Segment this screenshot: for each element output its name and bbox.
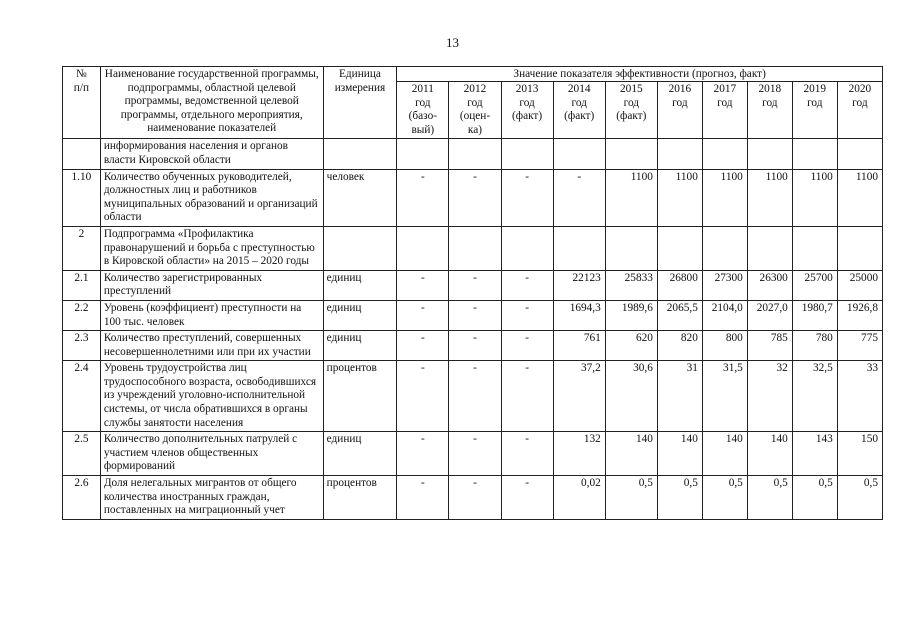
table-row — [63, 226, 883, 270]
table-row — [63, 300, 883, 330]
row-number: 2.5 — [63, 432, 101, 476]
unit-cell — [323, 139, 397, 169]
value-cell: 1100 — [702, 169, 747, 226]
value-cell — [501, 226, 553, 270]
row-number: 2 — [63, 226, 101, 270]
value-cell: 22123 — [553, 270, 605, 300]
value-cell: - — [553, 169, 605, 226]
value-cell: 1100 — [747, 169, 792, 226]
value-cell: - — [501, 300, 553, 330]
value-cell: 140 — [702, 432, 747, 476]
value-cell: - — [397, 169, 449, 226]
value-cell — [702, 226, 747, 270]
value-cell: 132 — [553, 432, 605, 476]
value-cell: 1100 — [657, 169, 702, 226]
value-cell: - — [449, 169, 501, 226]
value-cell — [837, 139, 882, 169]
row-number — [63, 139, 101, 169]
value-cell — [747, 226, 792, 270]
indicator-name: Количество обученных руководителей, должностных лиц и работников муниципальных образований и организаций области — [100, 169, 323, 226]
value-cell: 785 — [747, 331, 792, 361]
value-cell: - — [449, 270, 501, 300]
indicator-name: Количество преступлений, совершенных несовершеннолетними или при их участии — [100, 331, 323, 361]
value-cell: 0,5 — [792, 476, 837, 520]
value-cell: 0,5 — [837, 476, 882, 520]
value-cell: 761 — [553, 331, 605, 361]
table-row — [63, 169, 883, 226]
value-cell: 1989,6 — [605, 300, 657, 330]
value-cell — [553, 226, 605, 270]
value-cell — [397, 139, 449, 169]
unit-cell: единиц — [323, 331, 397, 361]
value-cell: 31,5 — [702, 361, 747, 432]
value-cell: 775 — [837, 331, 882, 361]
header-year: 2011 год (базо- вый) — [397, 82, 449, 139]
unit-cell — [323, 226, 397, 270]
value-cell: 800 — [702, 331, 747, 361]
value-cell: 30,6 — [605, 361, 657, 432]
value-cell: - — [449, 476, 501, 520]
value-cell: 140 — [605, 432, 657, 476]
page-number: 13 — [446, 35, 459, 50]
table-row — [63, 476, 883, 520]
header-name: Наименование государственной программы, подпрограммы, областной целевой программы, ведомственной целевой программы, отдельного мероприятия, наименование показателей — [100, 67, 323, 139]
value-cell — [702, 139, 747, 169]
value-cell: 143 — [792, 432, 837, 476]
row-number: 2.1 — [63, 270, 101, 300]
value-cell: 620 — [605, 331, 657, 361]
value-cell: 33 — [837, 361, 882, 432]
table-row — [63, 270, 883, 300]
value-cell: 1100 — [792, 169, 837, 226]
unit-cell: единиц — [323, 270, 397, 300]
unit-cell: процентов — [323, 361, 397, 432]
header-year: 2012 год (оцен- ка) — [449, 82, 501, 139]
value-cell — [792, 226, 837, 270]
header-year: 2013 год (факт) — [501, 82, 553, 139]
value-cell — [747, 139, 792, 169]
value-cell: 1100 — [837, 169, 882, 226]
value-cell: 31 — [657, 361, 702, 432]
header-year: 2015 год (факт) — [605, 82, 657, 139]
value-cell: 150 — [837, 432, 882, 476]
value-cell: 25700 — [792, 270, 837, 300]
value-cell — [501, 139, 553, 169]
value-cell: - — [501, 270, 553, 300]
value-cell: 780 — [792, 331, 837, 361]
value-cell: 1926,8 — [837, 300, 882, 330]
value-cell: 1100 — [605, 169, 657, 226]
indicator-name: информирования населения и органов власти Кировской области — [100, 139, 323, 169]
value-cell: 37,2 — [553, 361, 605, 432]
value-cell: - — [501, 331, 553, 361]
header-year: 2014 год (факт) — [553, 82, 605, 139]
header-num: № п/п — [63, 67, 101, 139]
value-cell: - — [397, 476, 449, 520]
indicator-name: Доля нелегальных мигрантов от общего количества иностранных граждан, поставленных на миграционный учет — [100, 476, 323, 520]
indicator-name: Уровень трудоустройства лиц трудоспособного возраста, освободившихся из учреждений уголовно-исполнительной системы, от числа обратившихся в органы службы занятости населения — [100, 361, 323, 432]
value-cell: 32,5 — [792, 361, 837, 432]
value-cell — [605, 139, 657, 169]
table-row — [63, 432, 883, 476]
indicator-name: Подпрограмма «Профилактика правонарушений и борьба с преступностью в Кировской области» на 2015 – 2020 годы — [100, 226, 323, 270]
value-cell: 2065,5 — [657, 300, 702, 330]
header-values-caption: Значение показателя эффективности (прогноз, факт) — [397, 67, 883, 82]
value-cell: - — [397, 300, 449, 330]
indicator-name: Количество зарегистрированных преступлений — [100, 270, 323, 300]
unit-cell: человек — [323, 169, 397, 226]
value-cell: 820 — [657, 331, 702, 361]
table-row — [63, 331, 883, 361]
value-cell: 1980,7 — [792, 300, 837, 330]
value-cell: - — [397, 331, 449, 361]
table-row — [63, 361, 883, 432]
indicators-table — [62, 66, 883, 520]
value-cell: - — [397, 270, 449, 300]
value-cell: - — [501, 169, 553, 226]
value-cell — [657, 226, 702, 270]
value-cell: - — [449, 361, 501, 432]
value-cell: - — [397, 361, 449, 432]
table-body — [63, 67, 883, 520]
row-number: 2.2 — [63, 300, 101, 330]
value-cell — [792, 139, 837, 169]
value-cell: 0,5 — [657, 476, 702, 520]
value-cell: 0,02 — [553, 476, 605, 520]
value-cell: 27300 — [702, 270, 747, 300]
unit-cell: процентов — [323, 476, 397, 520]
value-cell: 140 — [747, 432, 792, 476]
header-year: 2020 год — [837, 82, 882, 139]
value-cell: - — [449, 300, 501, 330]
value-cell: - — [449, 331, 501, 361]
value-cell — [449, 139, 501, 169]
value-cell — [449, 226, 501, 270]
header-year: 2018 год — [747, 82, 792, 139]
value-cell — [397, 226, 449, 270]
row-number: 1.10 — [63, 169, 101, 226]
row-number: 2.6 — [63, 476, 101, 520]
indicator-name: Уровень (коэффициент) преступности на 100 тыс. человек — [100, 300, 323, 330]
row-number: 2.3 — [63, 331, 101, 361]
value-cell — [553, 139, 605, 169]
unit-cell: единиц — [323, 300, 397, 330]
unit-cell: единиц — [323, 432, 397, 476]
value-cell: 2027,0 — [747, 300, 792, 330]
header-row — [63, 67, 883, 82]
value-cell — [837, 226, 882, 270]
header-unit: Единица измерения — [323, 67, 397, 139]
value-cell: 25833 — [605, 270, 657, 300]
indicator-name: Количество дополнительных патрулей с участием членов общественных формирований — [100, 432, 323, 476]
value-cell: - — [397, 432, 449, 476]
value-cell: 26800 — [657, 270, 702, 300]
value-cell: - — [449, 432, 501, 476]
table-row — [63, 139, 883, 169]
header-year: 2019 год — [792, 82, 837, 139]
value-cell: 140 — [657, 432, 702, 476]
value-cell: - — [501, 476, 553, 520]
header-year: 2016 год — [657, 82, 702, 139]
value-cell: 32 — [747, 361, 792, 432]
value-cell: 1694,3 — [553, 300, 605, 330]
value-cell: 26300 — [747, 270, 792, 300]
value-cell: 25000 — [837, 270, 882, 300]
row-number: 2.4 — [63, 361, 101, 432]
value-cell — [657, 139, 702, 169]
value-cell — [605, 226, 657, 270]
value-cell: - — [501, 361, 553, 432]
value-cell: 2104,0 — [702, 300, 747, 330]
value-cell: 0,5 — [747, 476, 792, 520]
value-cell: - — [501, 432, 553, 476]
header-year: 2017 год — [702, 82, 747, 139]
value-cell: 0,5 — [605, 476, 657, 520]
value-cell: 0,5 — [702, 476, 747, 520]
